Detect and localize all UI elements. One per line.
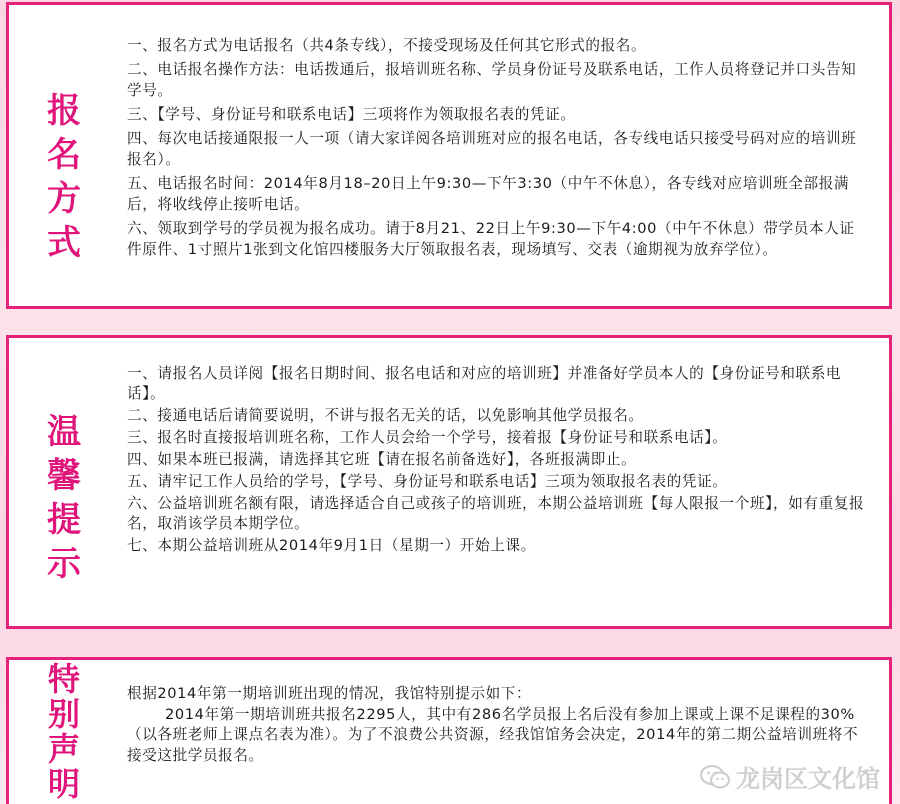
list-item: 六、公益培训班名额有限，请选择适合自己或孩子的培训班，本期公益培训班【每人限报一个班】，如有重复报名，取消该学员本期学位。 — [127, 495, 865, 532]
list-item: 二、电话报名操作方法：电话拨通后，报培训班名称、学员身份证号及联系电话，工作人员将登记并口头告知学号。 — [127, 61, 857, 99]
registration-method-panel — [6, 2, 892, 309]
list-item: 六、领取到学号的学员视为报名成功。请于8月21、22日上午9:30—下午4:00（中午不休息）带学员本人证件原件、1寸照片1张到文化馆四楼服务大厅领取报名表，现场填写、交表（逾期视为放弃学位）。 — [127, 220, 855, 258]
list-item: 四、如果本班已报满，请选择其它班【请在报名前备选好】，各班报满即止。 — [127, 451, 637, 468]
tips-panel — [6, 335, 892, 629]
statement-intro: 根据2014年第一期培训班出现的情况，我馆特别提示如下： — [127, 685, 532, 702]
tips-title: 温 馨 提 示 — [47, 412, 81, 584]
list-item: 七、本期公益培训班从2014年9月1日（星期一）开始上课。 — [127, 537, 536, 554]
watermark-text: 龙岗区文化馆 — [736, 765, 880, 793]
list-item: 二、接通电话后请简要说明，不讲与报名无关的话，以免影响其他学员报名。 — [127, 407, 644, 424]
registration-method-list — [127, 35, 865, 263]
list-item: 五、请牢记工作人员给的学号，【学号、身份证号和联系电话】三项为领取报名表的凭证。 — [127, 473, 728, 490]
list-item: 四、每次电话接通限报一人一项（请大家详阅各培训班对应的报名电话，各专线电话只接受号码对应的培训班报名）。 — [127, 130, 857, 168]
wechat-icon — [700, 764, 730, 790]
list-item: 一、报名方式为电话报名（共4条专线），不接受现场及任何其它形式的报名。 — [127, 37, 647, 54]
list-item: 一、请报名人员详阅【报名日期时间、报名电话和对应的培训班】并准备好学员本人的【身份证号和联系电话】。 — [127, 365, 842, 402]
list-item: 五、电话报名时间：2014年8月18–20日上午9:30—下午3:30（中午不休息），各专线对应培训班全部报满后，将收线停止接听电话。 — [127, 175, 850, 213]
tips-list — [127, 364, 865, 558]
registration-method-title: 报 名 方 式 — [47, 91, 81, 263]
watermark — [700, 759, 880, 794]
special-statement-text — [127, 684, 865, 766]
list-item: 三、报名时直接报培训班名称，工作人员会给一个学号，接着报【身份证号和联系电话】。 — [127, 429, 728, 446]
special-statement-title: 特 别 声 明 — [47, 660, 80, 803]
list-item: 三、【学号、身份证号和联系电话】三项将作为领取报名表的凭证。 — [127, 106, 576, 123]
statement-body: 2014年第一期培训班共报名2295人，其中有286名学员报上名后没有参加上课或上课不足课程的30%（以各班老师上课点名表为准）。为了不浪费公共资源，经我馆馆务会决定，2014年的第二期公益培训班将不接受这批学员报名。 — [127, 705, 859, 764]
